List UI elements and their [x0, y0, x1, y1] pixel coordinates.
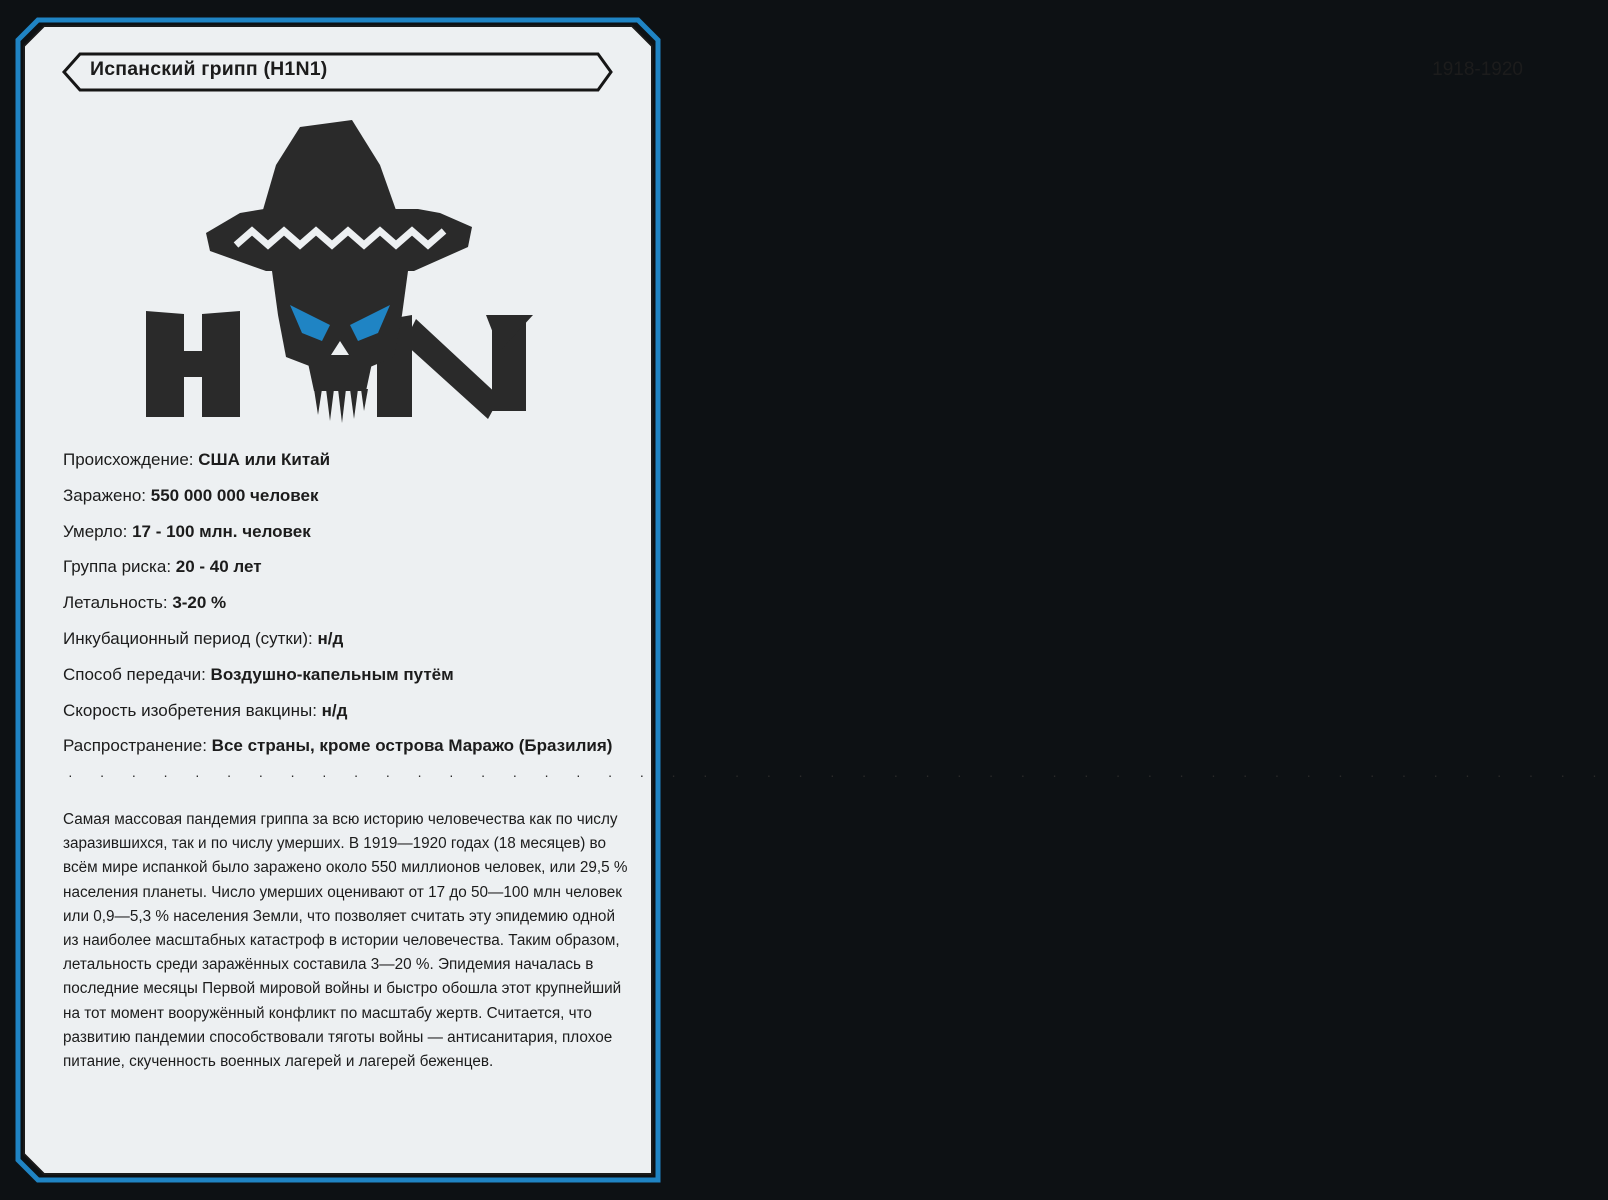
- fact-infected: Заражено: 550 000 000 человек: [63, 485, 319, 505]
- fact-risk-group: Группа риска: 20 - 40 лет: [63, 557, 262, 577]
- dotted-divider: · · · · · · · · · · · · · · · · · · · · · · · · · · · · · · · · · · · · · · · · · · · · · · · · ·: [68, 767, 1608, 783]
- fact-origin: Происхождение: США или Китай: [63, 450, 331, 469]
- fact-died: Умерло: 17 - 100 млн. человек: [63, 521, 311, 541]
- logo-letter-h: [146, 311, 240, 417]
- fact-incubation: Инкубационный период (сутки): н/д: [63, 628, 344, 648]
- fact-transmission: Способ передачи: Воздушно-капельным путём: [63, 664, 454, 684]
- skull-sombrero-icon: [140, 115, 540, 425]
- fact-lethality: Летальность: 3-20 %: [63, 593, 227, 613]
- fact-vaccine-speed: Скорость изобретения вакцины: н/д: [63, 700, 348, 720]
- facts-list: [63, 447, 663, 769]
- period-years: 1918-1920: [1432, 59, 1523, 80]
- logo-letter-n: [377, 315, 533, 419]
- page-title: Испанский грипп (H1N1): [90, 58, 328, 80]
- description-text: Самая массовая пандемия гриппа за всю историю человечества как по числу заразившихся, так и по числу умерших. В 1919—1920 годах (18 месяцев) во всём мире испанкой было заражено около 550 миллионов человек, или 29,5 % населения планеты. Число умерших оценивают от 17 до 50—100 млн человек или 0,9—5,3 % населения Земли, что позволяет считать эту эпидемию одной из наиболее масштабных катастроф в истории человечества. Таким образом, летальность среди заражённых составила 3—20 %. Эпидемия началась в последние месяцы Первой мировой войны и быстро обошла этот крупнейший на тот момент вооружённый конфликт по масштабу жертв. Считается, что развитию пандемии способствовали тяготы войны — антисанитария, плохое питание, скученность военных лагерей и лагерей беженцев.: [63, 811, 628, 1071]
- fact-spread: Распространение: Все страны, кроме острова Маражо (Бразилия): [63, 736, 613, 756]
